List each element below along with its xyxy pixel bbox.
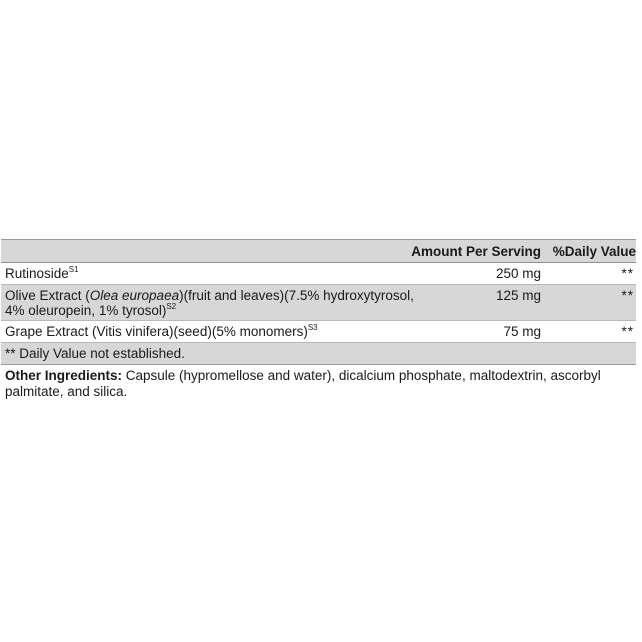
- ingredient-daily-value: **: [621, 266, 634, 281]
- footnote-marker: S2: [166, 302, 177, 311]
- ingredient-amount: 250 mg: [495, 266, 541, 281]
- ingredient-name: Rutinoside$^{S1}$: [5, 265, 79, 281]
- supplement-facts-table: [1, 239, 636, 365]
- table-header-row: [1, 239, 636, 263]
- ingredient-amount: 125 mg: [495, 288, 541, 303]
- ingredient-name: Grape Extract (Vitis vinifera)(seed)(5% monomers)$^{S3}$: [5, 323, 318, 339]
- amount-per-serving-header: Amount Per Serving: [411, 244, 541, 259]
- footnote-marker: S3: [307, 323, 318, 332]
- ingredient-daily-value: **: [621, 288, 634, 303]
- daily-value-footnote: ** Daily Value not established.: [5, 346, 185, 361]
- other-ingredients: [5, 368, 625, 400]
- daily-value-footnote-row: [1, 343, 636, 365]
- table-row: [1, 285, 636, 321]
- table-row: [1, 263, 636, 285]
- other-ingredients-text: Capsule (hypromellose and water), dicalcium phosphate, maltodextrin, ascorbyl palmitate, and silica.: [5, 368, 601, 399]
- ingredient-amount: 75 mg: [503, 324, 541, 339]
- ingredient-daily-value: **: [621, 324, 634, 339]
- ingredient-name: Olive Extract (Olea europaea)(fruit and leaves)(7.5% hydroxytyrosol, 4% oleuropein, 1% tyrosol)$^{S2}$: [5, 288, 414, 318]
- footnote-marker: S1: [68, 265, 79, 274]
- daily-value-header: %Daily Value: [552, 244, 636, 259]
- other-ingredients-label: Other Ingredients:: [5, 368, 123, 383]
- table-row: [1, 321, 636, 343]
